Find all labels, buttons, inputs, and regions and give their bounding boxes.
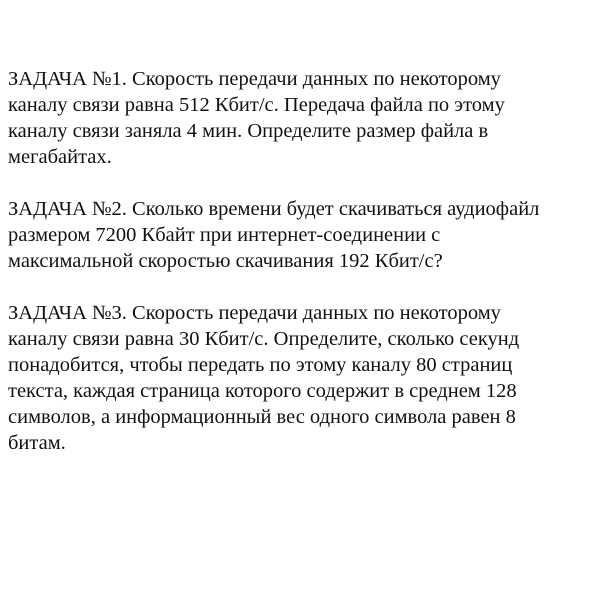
task-2: ЗАДАЧА №2. Сколько времени будет скачиваться аудиофайл размером 7200 Кбайт при интернет-соединении с максимальной скоростью скачивания 192 Кбит/с?	[8, 198, 540, 272]
task-3: ЗАДАЧА №3. Скорость передачи данных по некоторому каналу связи равна 30 Кбит/с. Определите, сколько секунд понадобится, чтобы передать по этому каналу 80 страниц текста, каждая страница которого содержит в среднем 128 символов, а информационный вес одного символа равен 8 битам.	[8, 302, 520, 454]
task-1: ЗАДАЧА №1. Скорость передачи данных по некоторому каналу связи равна 512 Кбит/с. Передача файла по этому каналу связи заняла 4 мин. Определите размер файла в мегабайтах.	[8, 68, 505, 168]
task-document	[8, 66, 602, 482]
